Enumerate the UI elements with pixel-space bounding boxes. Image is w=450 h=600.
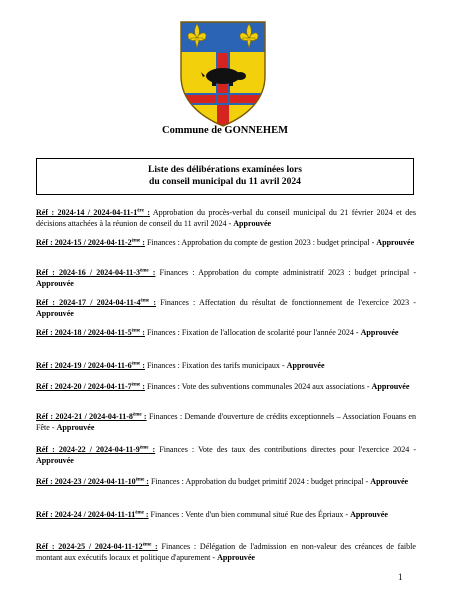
deliberation-status: Approuvée: [350, 510, 388, 519]
deliberation-status: Approuvée: [370, 477, 409, 486]
reference-ordinal: ème: [142, 542, 152, 548]
deliberation-item: [36, 382, 416, 393]
reference-ordinal: ème: [131, 328, 141, 334]
reference-ordinal: ème: [135, 510, 144, 516]
deliberation-description: Finances : Vente d'un bien communal situé Rue des Épriaux -: [148, 510, 351, 519]
deliberation-reference: [36, 412, 147, 421]
reference-separator: :: [140, 361, 145, 370]
deliberation-item: [36, 542, 416, 564]
deliberation-item: [36, 477, 416, 488]
document-title-line-1: Liste des délibérations examinées lors: [147, 164, 303, 175]
deliberation-item: [36, 445, 416, 467]
deliberation-reference: [36, 328, 145, 337]
deliberation-description: Finances : Demande d'ouverture de crédits exceptionnels – Association Fouans en Fête -: [36, 412, 417, 432]
document-title-box: [36, 158, 414, 195]
reference-ordinal: ème: [139, 445, 149, 451]
deliberation-description: Finances : Approbation du compte de gestion 2023 : budget principal -: [144, 238, 377, 247]
deliberation-status: Approuvée: [371, 382, 410, 391]
deliberation-description: Finances : Approbation du budget primitif 2024 : budget principal -: [149, 477, 371, 486]
reference-number: Réf : 2024-18 / 2024-04-11-5: [36, 328, 132, 337]
reference-ordinal: ème: [135, 477, 145, 483]
reference-number: Réf : 2024-14 / 2024-04-11-1: [36, 208, 138, 217]
reference-ordinal: ère: [137, 208, 144, 214]
reference-number: Réf : 2024-25 / 2024-04-11-12: [36, 542, 143, 551]
reference-separator: :: [140, 238, 145, 247]
reference-separator: :: [143, 510, 149, 519]
deliberation-reference: [36, 542, 158, 551]
reference-separator: :: [143, 208, 150, 217]
reference-number: Réf : 2024-22 / 2024-04-11-9: [36, 445, 140, 454]
deliberation-status: Approuvée: [217, 552, 255, 562]
deliberation-description: Finances : Vote des subventions communales 2024 aux associations -: [144, 382, 372, 391]
deliberation-reference: [36, 298, 156, 307]
deliberation-description: Finances : Affectation du résultat de fonctionnement de l'exercice 2023 -: [156, 298, 416, 307]
reference-ordinal: ème: [131, 238, 141, 244]
deliberation-item: [36, 328, 416, 339]
reference-number: Réf : 2024-16 / 2024-04-11-3: [36, 268, 141, 277]
reference-ordinal: ème: [131, 382, 141, 388]
reference-number: Réf : 2024-23 / 2024-04-11-10: [36, 477, 136, 486]
deliberation-description: Approbation du procès-verbal du conseil municipal du 21 février 2024 et des décisions attachées à la réunion de conseil du 11 avril 2024 -: [36, 208, 417, 228]
deliberation-item: [36, 412, 416, 434]
deliberation-item: [36, 510, 416, 521]
reference-separator: :: [144, 477, 149, 486]
deliberation-status: Approuvée: [36, 308, 74, 318]
deliberation-item: [36, 208, 416, 230]
deliberation-status: Approuvée: [360, 328, 399, 337]
deliberation-reference: [36, 510, 149, 519]
page-number: 1: [398, 572, 403, 582]
deliberation-status: Approuvée: [286, 361, 325, 370]
reference-number: Réf : 2024-20 / 2024-04-11-7: [36, 382, 132, 391]
deliberation-reference: [36, 477, 149, 486]
deliberation-status: Approuvée: [233, 218, 272, 228]
document-title-line-2: du conseil municipal du 11 avril 2024: [149, 176, 301, 187]
deliberation-description: Finances : Vote des taux des contributions directes pour l'exercice 2024 -: [155, 445, 416, 454]
deliberation-status: Approuvée: [56, 422, 95, 432]
reference-number: Réf : 2024-17 / 2024-04-11-4: [36, 298, 141, 307]
reference-separator: :: [148, 445, 156, 454]
deliberation-reference: [36, 208, 150, 217]
deliberation-status: Approuvée: [36, 278, 74, 288]
reference-ordinal: ème: [140, 268, 149, 274]
deliberation-reference: [36, 445, 155, 454]
deliberation-item: [36, 268, 416, 290]
reference-ordinal: ème: [131, 361, 141, 367]
deliberation-reference: [36, 238, 145, 247]
deliberation-description: Finances : Fixation de l'allocation de scolarité pour l'année 2024 -: [144, 328, 361, 337]
reference-separator: :: [141, 412, 147, 421]
reference-number: Réf : 2024-15 / 2024-04-11-2: [36, 238, 132, 247]
reference-separator: :: [149, 298, 156, 307]
deliberation-reference: [36, 268, 155, 277]
deliberation-description: Finances : Fixation des tarifs municipaux -: [144, 361, 287, 370]
deliberation-status: Approuvée: [376, 238, 415, 247]
deliberation-status: Approuvée: [36, 455, 74, 465]
shield-fess-red: [177, 94, 269, 104]
reference-ordinal: ème: [132, 412, 142, 418]
municipal-coat-of-arms: [177, 18, 269, 130]
deliberation-reference: [36, 382, 145, 391]
reference-separator: :: [140, 382, 145, 391]
deliberation-description: Finances : Délégation de l'admission en non-valeur des créances de faible montant aux exécutifs locaux et politique d'apurement -: [36, 542, 416, 562]
reference-ordinal: ème: [140, 298, 150, 304]
reference-separator: :: [148, 268, 156, 277]
deliberation-description: Finances : Approbation du compte administratif 2023 : budget principal -: [155, 268, 417, 277]
shield-pale-red: [217, 52, 229, 130]
deliberation-reference: [36, 361, 145, 370]
commune-name: Commune de GONNEHEM: [162, 125, 288, 136]
deliberation-item: [36, 361, 416, 372]
reference-number: Réf : 2024-21 / 2024-04-11-8: [36, 412, 133, 421]
reference-number: Réf : 2024-24 / 2024-04-11-11: [36, 510, 136, 519]
deliberation-item: [36, 298, 416, 320]
deliberation-item: [36, 238, 416, 249]
reference-number: Réf : 2024-19 / 2024-04-11-6: [36, 361, 132, 370]
reference-separator: :: [140, 328, 145, 337]
reference-separator: :: [151, 542, 158, 551]
